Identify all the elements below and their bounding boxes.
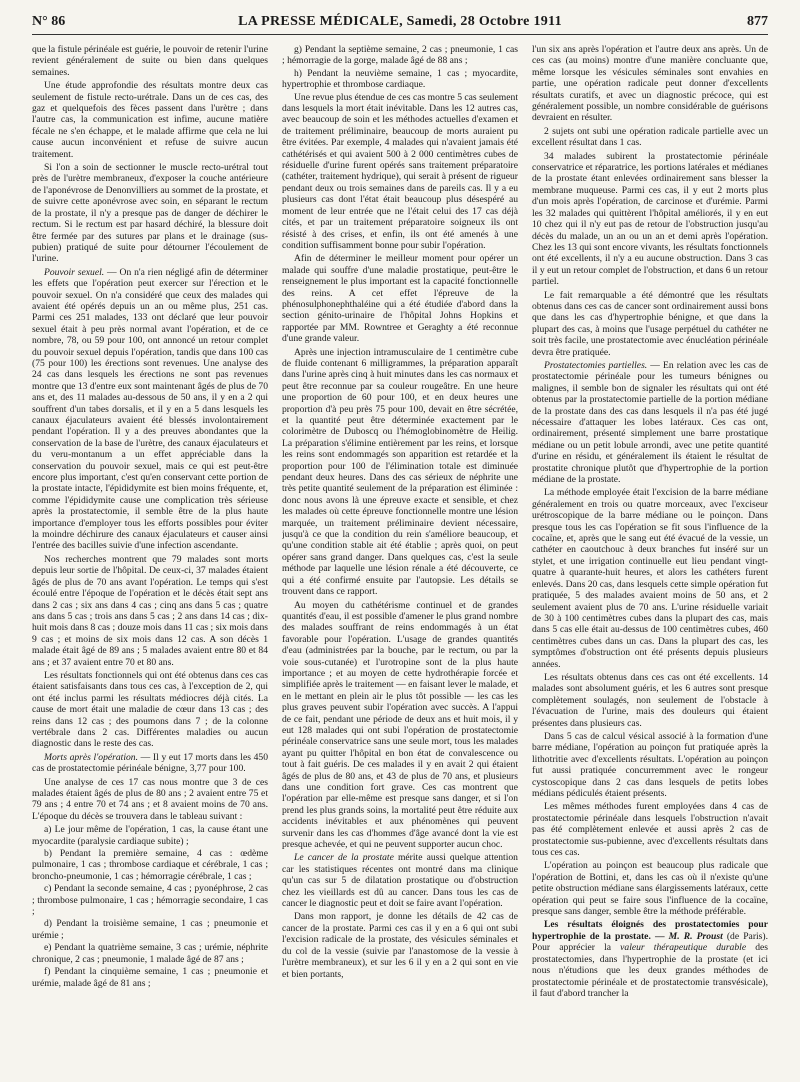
journal-title: LA PRESSE MÉDICALE, Samedi, 28 Octobre 1911 bbox=[238, 14, 562, 29]
list-item: a) Le jour même de l'opération, 1 cas, la cause étant une myocardite (paralysie cardiaque subite) ; bbox=[32, 824, 268, 847]
list-item: b) Pendant la première semaine, 4 cas : œdème pulmonaire, 1 cas ; thrombose cardiaque et cérébrale, 1 cas ; broncho-pneumonie, 1 cas ; hémorragie cérébrale, 1 cas ; bbox=[32, 848, 268, 882]
list-item: e) Pendant la quatrième semaine, 3 cas ; urémie, néphrite chronique, 2 cas ; pneumonie, 1 malade âgé de 87 ans ; bbox=[32, 942, 268, 965]
paragraph: Afin de déterminer le meilleur moment pour opérer un malade qui souffre d'une maladie prostatique, peut-être le renseignement le plus important est la capacité fonctionnelle des reins. A cet effet l'épreuve de la phénosulphonephthaléine qui a été étudiée d'abord dans la section génito-urinaire de l'hôpital Johns Hopkins et rapportée par MM. Rowntree et Geraghty a été reconnue d'une grande valeur. bbox=[282, 253, 518, 345]
list-item: h) Pendant la neuvième semaine, 1 cas ; myocardite, hypertrophie et thrombose cardiaque. bbox=[282, 67, 518, 91]
paragraph: La méthode employée était l'excision de la barre médiane généralement en trois ou quatre morceaux, avec l'exciseur urétroscopique de la barre médiane ou le poinçon. Dans presque tous les cas l'opération se fit sous l'influence de la cocaïne, et, après que le sang eut été évacué de la vessie, un cathéter en caoutchouc à deux branches fut inséré sur un stylet, et une irrigation continuelle eut lieu pendant vingt-quatre à quarante-huit heures, et alors les cathéters furent enlevés. Dans 20 cas, dans lesquels cette simple opération fut pratiquée, 5 des malades avaient moins de 50 ans, et 2 seulement avaient plus de 70 ans. L'urine résiduelle variait de 30 à 100 centimètres cubes dans la plupart des cas, mais dans 5 cas elle était au-dessus de 100 centimètres cubes, 460 centimètres cubes dans un cas. Dans la plupart des cas, les symptômes d'obstruction ont été présents depuis plusieurs années. bbox=[532, 487, 768, 670]
paragraph: Le cancer de la prostate mérite aussi quelque attention car les statistiques récentes ont montré dans ma clinique qu'un cas sur 5 de dilatation prostatique ou d'obstruction chez les vieillards est dû au cancer. Dans tous les cas de cancer le diagnostic peut et doit se faire avant l'opération. bbox=[282, 852, 518, 910]
paragraph: que la fistule périnéale est guérie, le pouvoir de retenir l'urine revient généralement de suite ou bien dans quelques semaines. bbox=[32, 44, 268, 78]
column-2 bbox=[282, 44, 518, 1076]
paragraph: Les résultats fonctionnels qui ont été obtenus dans ces cas étaient satisfaisants dans tous ces cas, à l'exception de 2, qui ont été inclus parmi les résultats médiocres déjà cités. La cause de mort était une maladie de cœur dans 13 cas ; des reins dans 12 cas ; des poumons dans 7 ; de la colonne vertébrale dans 2 cas. Différentes maladies ou aucun diagnostic dans le reste des cas. bbox=[32, 669, 268, 750]
death-list bbox=[32, 824, 268, 989]
paragraph: Une analyse de ces 17 cas nous montre que 3 de ces malades étaient âgés de plus de 80 ans ; 2 avaient entre 75 et 79 ans ; 4 entre 70 et 74 ans ; et 8 avaient moins de 70 ans. L'époque du décès se trouvera dans le tableau suivant : bbox=[32, 776, 268, 822]
section-lead: Prostatectomies partielles. bbox=[544, 359, 648, 371]
article-heading: Les résultats éloignés des prostatectomies pour hypertrophie de la prostate. bbox=[532, 919, 768, 942]
section-lead: Pouvoir sexuel. bbox=[44, 266, 105, 278]
list-item: g) Pendant la septième semaine, 2 cas ; pneumonie, 1 cas ; hémorragie de la gorge, malade âgé de 88 ans ; bbox=[282, 44, 518, 67]
paragraph: Les résultats obtenus dans ces cas ont été excellents. 14 malades sont absolument guéris, et les 6 autres sont presque complètement soulagés, non seulement de l'obstacle à l'évacuation de l'urine, mais des douleurs qui étaient présentes dans plusieurs cas. bbox=[532, 671, 768, 729]
section-lead: Le cancer de la prostate bbox=[294, 852, 394, 864]
paragraph: L'opération au poinçon est beaucoup plus radicale que l'opération de Bottini, et, dans les cas où il n'existe qu'une petite obstruction médiane sans élargissements latéraux, cette opération qui peut se faire sous l'influence de la cocaïne, presque sans danger, semble être la méthode préférable. bbox=[532, 860, 768, 918]
column-1 bbox=[32, 44, 268, 1076]
paragraph: Si l'on a soin de sectionner le muscle recto-urétral tout près de l'urètre membraneux, d'exposer la couche antérieure de l'aponévrose de Denonvilliers au sommet de la prostate, et de suivre cette aponévrose avec soin, en séparant le rectum de la prostate, il n'y a presque pas de danger de déchirer le rectum. Si le rectum est par hasard déchiré, la blessure doit être fermée par des sutures par plans et le drainage (sus-pubien) pratiqué de suite pour détourner l'écoulement de l'urine. bbox=[32, 162, 268, 265]
page-header bbox=[32, 14, 768, 35]
paragraph: l'un six ans après l'opération et l'autre deux ans après. Un de ces cas (au moins) montre d'une manière concluante que, même lorsque les vésicules séminales sont envahies en partie, une opération radicale peut donner d'excellents résultats curatifs, et avec un diagnostic précoce, qui est généralement possible, un nombre considérable de guérisons devraient en résulter. bbox=[532, 44, 768, 124]
paragraph: Une étude approfondie des résultats montre deux cas seulement de fistule recto-urétrale. Dans un de ces cas, des gaz et quelquefois des fèces passent dans l'urètre ; dans l'autre cas, la communication est infime, aucune matière fécale ne s'en échappe, et le malade affirme que cela ne lui cause aucun inconvénient et refuse de suivre aucun traitement. bbox=[32, 80, 268, 160]
paragraph: Pouvoir sexuel. — On n'a rien négligé afin de déterminer les effets que l'opération peut exercer sur l'érection et le pouvoir sexuel. On n'a considéré que ceux des malades qui avaient été opérés depuis un an ou même plus, 251 cas. Parmi ces 251 malades, 133 ont déclaré que leur pouvoir sexuel était à peu près normal avant l'opération, et de ce nombre, 78, ou 59 pour 100, ont annoncé un retour complet du pouvoir sexuel depuis l'opération, tandis que dans 100 cas (75 pour 100) les érections sont revenues. Une analyse des 24 cas dans lesquels les érections ne sont pas revenues montre que 13 d'entre eux sont maintenant âgés de plus de 70 ans et, des 11 malades au-dessous de 50 ans, il y en a 2 qui souffrent d'un tabes dorsalis, et il y en a 5 dans lesquels les canaux éjaculateurs avaient été blessés involontairement pendant l'opération. Il y a des preuves abondantes que la conservation de la base de l'urètre, des canaux éjaculateurs et du veru-montanum a un effet appréciable dans la conservation du pouvoir sexuel, mais ce qui est peut-être encore plus important, c'est qu'en conservant cette portion de la prostate intacte, l'épididymite est bien moins fréquente, et, comme l'épididymite cause une complication très sérieuse après la prostatectomie, il semble être de la plus haute importance d'employer tous les efforts possibles pour éviter la moindre déchirure des canaux éjaculateurs et causer ainsi l'entrée des bacilles suivie d'une infection ascendante. bbox=[32, 266, 268, 552]
section-lead: Morts après l'opération. bbox=[44, 751, 138, 763]
paragraph: 34 malades subirent la prostatectomie périnéale conservatrice et réparatrice, les portions latérales et médianes de la prostate étant enlevées ordinairement sans blesser la membrane muqueuse. Parmi ces cas, il y eut 2 morts plus d'un mois après l'opération, de carcinose et d'urémie. Parmi les 32 malades qui quittèrent l'hôpital améliorés, il y en eut 10 chez qui il n'y eut pas de retour de l'obstruction jusqu'au décès du malade, un an ou un an et demi après l'opération. Chez les 13 qui sont encore vivants, les résultats fonctionnels ont été excellents, il n'y a eu aucune obstruction. Dans 3 cas il y eut un retour complet de l'obstruction, et dans 6 un retour partiel. bbox=[532, 150, 768, 288]
paragraph: Le fait remarquable a été démontré que les résultats obtenus dans ces cas de cancer sont ordinairement aussi bons que dans les cas d'hypertrophie bénigne, et que dans la plupart des cas, à moins que l'usage perpétuel du cathéter ne soit très facile, une prostatectomie avec énucléation périnéale devra être pratiquée. bbox=[532, 289, 768, 358]
paragraph: 2 sujets ont subi une opération radicale partielle avec un excellent résultat dans 1 cas. bbox=[532, 125, 768, 149]
list-item: c) Pendant la seconde semaine, 4 cas ; pyonéphrose, 2 cas ; thrombose pulmonaire, 1 cas ; hémorragie secondaire, 1 cas ; bbox=[32, 883, 268, 918]
article-author: M. R. Proust bbox=[668, 930, 723, 942]
paragraph: Une revue plus étendue de ces cas montre 5 cas seulement dans lesquels la mort était inévitable. Dans les 12 autres cas, avec beaucoup de soin et les méthodes actuelles d'examen et de traitement préliminaire, beaucoup de morts auraient pu être évitées. Par exemple, 4 malades qui n'avaient jamais été cathétérisés et qui avaient 500 à 2 000 centimètres cubes de résiduelle d'urine furent opérés sans traitement préparatoire (cathéter, traitement hydrique), qui serait à présent de rigueur pendant deux ou trois semaines dans de pareils cas. Il y a eu plusieurs cas dont l'état était beaucoup plus désespéré au moment de leur entrée que ne l'était celui des 17 cas déjà cités, et par un traitement préparatoire soigneux ils ont résisté à des crises, et enfin, ils ont été amenés à une condition suffisamment bonne pour subir l'opération. bbox=[282, 91, 518, 251]
paragraph: Après une injection intramusculaire de 1 centimètre cube de fluide contenant 6 milligrammes, la préparation apparaît dans l'urine après cinq à huit minutes dans les cas normaux et peut être reconnue par sa couleur rougeâtre. En une heure une proportion de 60 pour 100, et en deux heures une proportion d'à peu près 75 pour 100, devait en être sécrétée, et la quantité peut être déterminée exactement par le colorimètre de Duboscq ou l'hémoglobinomètre de Heilig. La préparation s'élimine entièrement par les reins, et lorsque les reins sont endommagés son apparition est retardée et la proportion pour 100 de l'élimination totale est diminuée pendant deux heures. Dans des cas sérieux de néphrite une très petite quantité seulement de la préparation est éliminée : donc nous avons là une épreuve exacte et sensible, et chez les malades où cette épreuve fonctionnelle montre une lésion marquée, un traitement préliminaire devient nécessaire, jusqu'à ce que la condition du rein s'améliore beaucoup, et qu'une condition stable ait été établie ; après quoi, on peut opérer sans grand danger. Dans quelques cas, c'est la seule méthode par laquelle une lésion rénale a été découverte, ce qui a été confirmé ensuite par l'autopsie. Les détails se trouvent dans ce rapport. bbox=[282, 346, 518, 598]
list-item: d) Pendant la troisième semaine, 1 cas ; pneumonie et urémie ; bbox=[32, 918, 268, 941]
paragraph: Prostatectomies partielles. — En relation avec les cas de prostatectomie périnéale pour les tumeurs bénignes ou malignes, il semble bon de signaler les résultats qui ont été obtenus par la prostatectomie partielle de la portion médiane de la prostate dans des cas dans lesquels il n'a pas été jugé nécessaire d'attaquer les lobes latéraux. Ces cas ont, ordinairement, présenté simplement une barre prostatique médiane ou un petit lobule arrondi, avec une petite quantité d'urine en résidu, et généralement ils étaient le résultat de prostatite chronique plutôt que d'hypertrophie de la portion médiane de la prostate. bbox=[532, 359, 768, 486]
column-3 bbox=[532, 44, 768, 1076]
paragraph: Les mêmes méthodes furent employées dans 4 cas de prostatectomie périnéale dans lesquels l'obstruction n'avait pas été complètement enlevée et aussi après 2 cas de prostatectomie sus-pubienne, avec d'excellents résultats dans tous ces cas. bbox=[532, 801, 768, 859]
paragraph: Morts après l'opération. — Il y eut 17 morts dans les 450 cas de prostatectomie périnéale bénigne, 3,77 pour 100. bbox=[32, 751, 268, 775]
death-list-continued bbox=[282, 44, 518, 91]
page-number: 877 bbox=[747, 14, 768, 29]
article-lead: Les résultats éloignés des prostatectomies pour hypertrophie de la prostate. — M. R. Proust (de Paris). Pour apprécier la valeur thérapeutique durable des prostatectomies, dans l'hypertrophie de la prostate (et ici nous n'étudions que les deux grandes méthodes de prostatectomie périnéale et de prostatectomie transvésicale), il faut d'abord trancher la bbox=[532, 919, 768, 999]
paragraph: Dans mon rapport, je donne les détails de 42 cas de cancer de la prostate. Parmi ces cas il y en a 6 qui ont subi l'excision radicale de la prostate, des vésicules séminales et du col de la vessie (suivie par l'anastomose de la vessie à l'urètre membraneux), et sur les 6 il y en a 2 qui sont en vie et bien portants, bbox=[282, 911, 518, 980]
issue-number: N° 86 bbox=[32, 14, 66, 29]
paragraph: Nos recherches montrent que 79 malades sont morts depuis leur sortie de l'hôpital. De ceux-ci, 37 malades étaient âgés de plus de 70 ans avant l'opération. Le temps qui s'est écoulé entre l'époque de l'opération et le décès était sept ans dans 2 cas ; six ans dans 4 cas ; cinq ans dans 5 cas ; quatre ans dans 5 cas ; trois ans dans 5 cas ; 2 ans dans 14 cas ; dix-huit mois dans 8 cas ; douze mois dans 11 cas ; six mois dans 9 cas ; et moins de six mois dans 12 cas. A son décès 1 malade était âgé de 89 ans ; 5 malades avaient entre 80 et 84 ans ; et 37 avaient entre 70 et 80 ans. bbox=[32, 553, 268, 668]
paragraph: Dans 5 cas de calcul vésical associé à la formation d'une barre médiane, l'opération au poinçon fut pratiquée après la lithotritie avec d'excellents résultats. L'opération au poinçon fut aussi pratiquée concurremment avec le rongeur cystoscopique dans 2 cas dans lesquels de petits lobes médians pédiculés étaient présents. bbox=[532, 730, 768, 799]
paragraph: Au moyen du cathétérisme continuel et de grandes quantités d'eau, il est possible d'amener le plus grand nombre des malades souffrant de reins endommagés à un état favorable pour l'opération. L'usage de grandes quantités d'eau (administrées par la bouche, par le rectum, ou par la voie sous-cutanée) et l'urotropine sont de la plus haute importance ; et au moyen de cette hydrothérapie forcée et simplifiée après le traitement — en faisant lever le malade, et en le mettant en plein air le plus tôt possible — les cas les plus graves peuvent subir l'opération avec succès. A l'appui de ce fait, pendant une période de deux ans et huit mois, il y eut 128 malades qui ont subi l'opération de prostatectomie périnéale conservatrice sans une seule mort, tous les malades ayant pu quitter l'hôpital en bon état de convalescence ou tout à fait guéris. De ces malades il y en avait 2 qui étaient âgés de plus de 80 ans, et 43 de plus de 70 ans, et plusieurs dans une condition fort grave. Ces cas montrent que l'opération par elle-même est presque sans danger, et si l'on prend les plus grands soins, la mortalité peut être réduite aux accidents inévitables et aux phénomènes qui peuvent survenir dans les cas d'hommes d'âge avancé dont la vie est presque achevée, et qui ne peuvent supporter aucun choc. bbox=[282, 599, 518, 851]
text-columns bbox=[32, 44, 768, 1076]
list-item: f) Pendant la cinquième semaine, 1 cas ; pneumonie et urémie, malade âgé de 81 ans ; bbox=[32, 966, 268, 989]
